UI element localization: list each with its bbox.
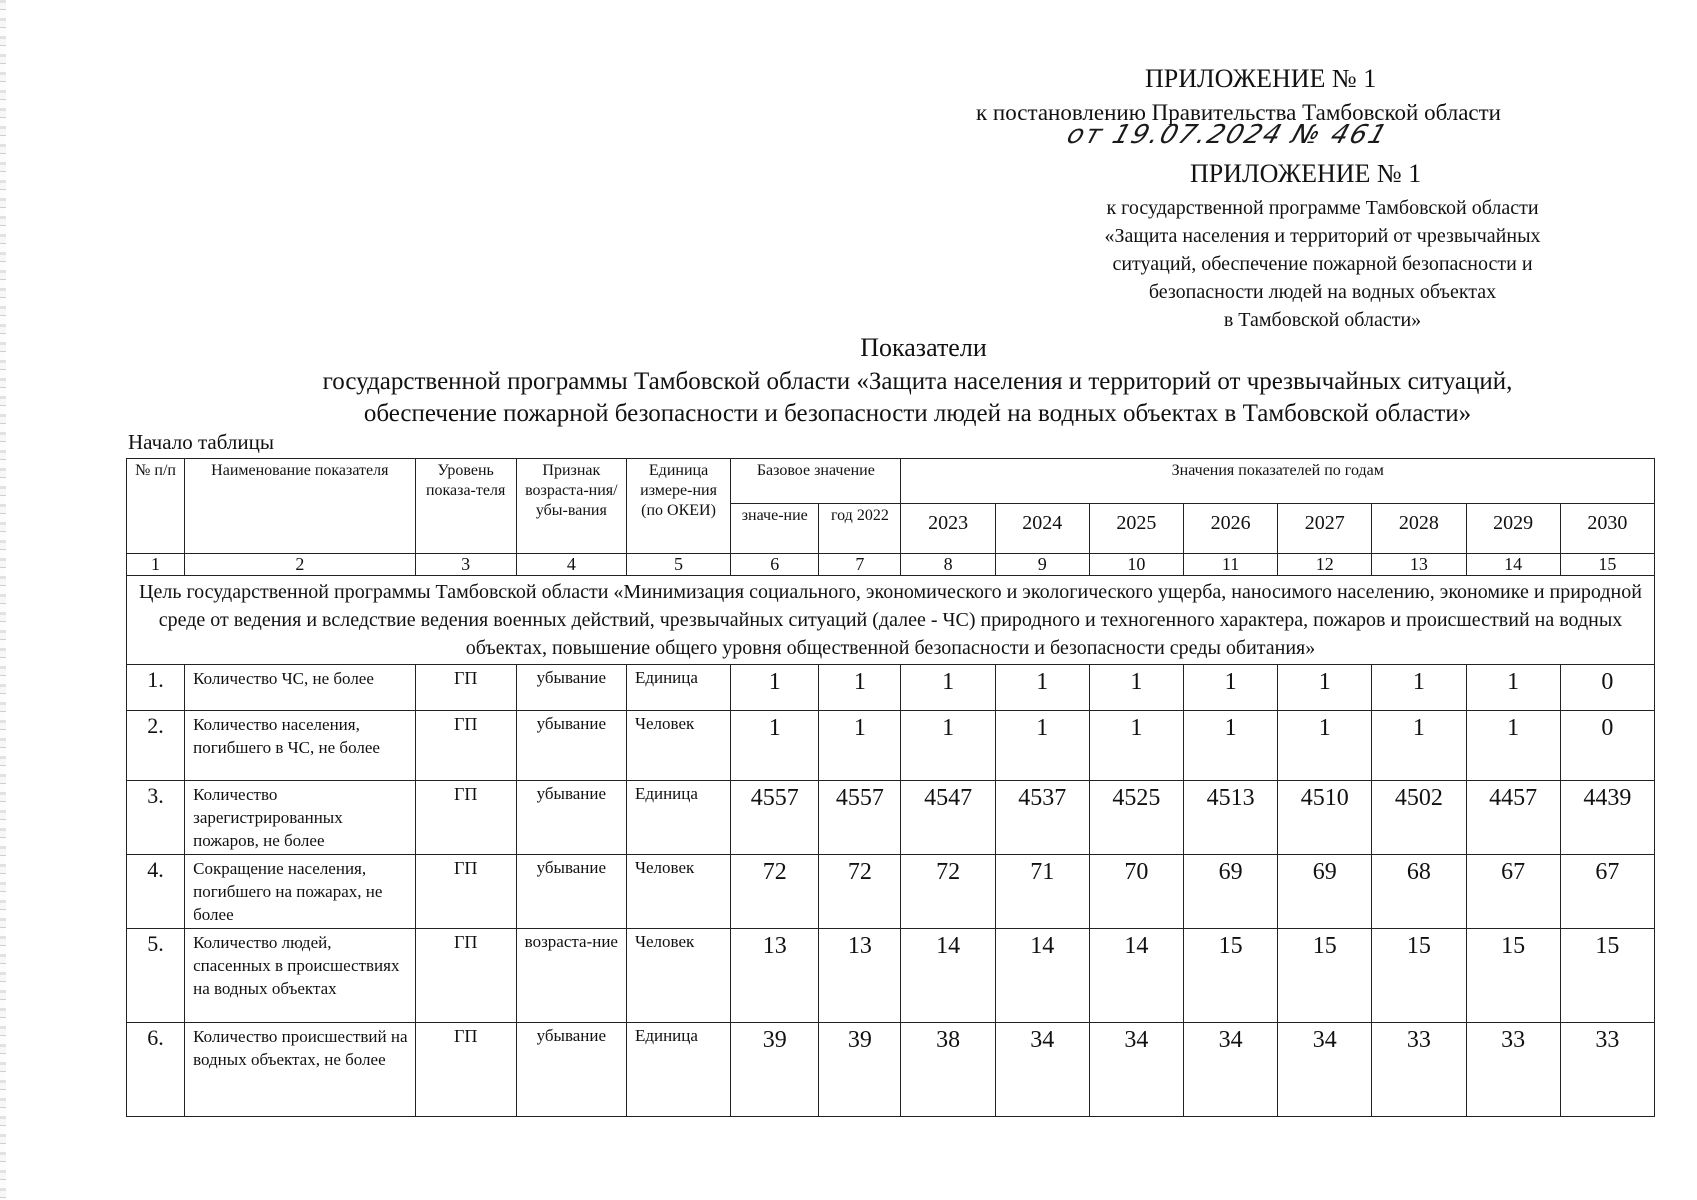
- handwritten-date-number: [1063, 120, 1488, 160]
- value-cell: 4537: [995, 781, 1089, 855]
- column-number: 8: [901, 554, 995, 576]
- value-cell: 33: [1466, 1023, 1560, 1117]
- indicator-sign: возраста-ние: [516, 929, 626, 1023]
- value-cell: 1: [901, 711, 995, 781]
- value-cell: 1: [1466, 665, 1560, 711]
- appendix2-line: в Тамбовской области»: [1223, 309, 1422, 331]
- table-row: [127, 855, 1655, 929]
- header-name: Наименование показателя: [185, 459, 415, 554]
- value-cell: 70: [1089, 855, 1183, 929]
- value-cell: 34: [995, 1023, 1089, 1117]
- value-cell: 4510: [1278, 781, 1372, 855]
- header-level: Уровень показа-теля: [415, 459, 516, 554]
- appendix2-line: «Защита населения и территорий от чрезвычайных: [1104, 225, 1541, 247]
- column-numbers-row: [127, 554, 1655, 576]
- value-cell: 68: [1372, 855, 1466, 929]
- header-year: 2026: [1184, 504, 1278, 554]
- indicator-name: Количество зарегистрированных пожаров, не более: [185, 781, 415, 855]
- header-year: 2023: [901, 504, 995, 554]
- column-number: 10: [1089, 554, 1183, 576]
- value-cell: 14: [995, 929, 1089, 1023]
- value-cell: 1: [819, 665, 901, 711]
- indicator-sign: убывание: [516, 855, 626, 929]
- scan-edge: [0, 0, 6, 1200]
- value-cell: 1: [731, 711, 819, 781]
- value-cell: 1: [995, 711, 1089, 781]
- column-number: 7: [819, 554, 901, 576]
- indicator-sign: убывание: [516, 1023, 626, 1117]
- value-cell: 4457: [1466, 781, 1560, 855]
- goal-row: [127, 576, 1655, 665]
- indicators-table: [126, 458, 1655, 1117]
- column-number: 6: [731, 554, 819, 576]
- value-cell: 15: [1560, 929, 1654, 1023]
- value-cell: 67: [1560, 855, 1654, 929]
- value-cell: 72: [901, 855, 995, 929]
- value-cell: 1: [1184, 665, 1278, 711]
- value-cell: 1: [1466, 711, 1560, 781]
- column-number: 9: [995, 554, 1089, 576]
- indicator-level: ГП: [415, 665, 516, 711]
- value-cell: 38: [901, 1023, 995, 1117]
- row-number: 2.: [127, 711, 185, 781]
- column-number: 14: [1466, 554, 1560, 576]
- value-cell: 34: [1184, 1023, 1278, 1117]
- column-number: 4: [516, 554, 626, 576]
- indicator-name: Сокращение населения, погибшего на пожарах, не более: [185, 855, 415, 929]
- value-cell: 4525: [1089, 781, 1183, 855]
- appendix2-description: [1045, 194, 1600, 334]
- value-cell: 14: [1089, 929, 1183, 1023]
- column-number: 3: [415, 554, 516, 576]
- value-cell: 13: [731, 929, 819, 1023]
- indicator-name: Количество происшествий на водных объектах, не более: [185, 1023, 415, 1117]
- indicator-sign: убывание: [516, 781, 626, 855]
- header-year: 2024: [995, 504, 1089, 554]
- table-start-label: Начало таблицы: [128, 430, 274, 454]
- indicator-name: Количество населения, погибшего в ЧС, не более: [185, 711, 415, 781]
- indicator-level: ГП: [415, 781, 516, 855]
- indicator-name: Количество людей, спасенных в происшествиях на водных объектах: [185, 929, 415, 1023]
- table-row: [127, 1023, 1655, 1117]
- column-number: 2: [185, 554, 415, 576]
- value-cell: 4557: [731, 781, 819, 855]
- value-cell: 1: [901, 665, 995, 711]
- value-cell: 0: [1560, 711, 1654, 781]
- indicator-sign: убывание: [516, 665, 626, 711]
- header-sign: Признак возраста-ния/убы-вания: [516, 459, 626, 554]
- value-cell: 1: [1372, 711, 1466, 781]
- value-cell: 1: [731, 665, 819, 711]
- value-cell: 69: [1184, 855, 1278, 929]
- indicator-sign: убывание: [516, 711, 626, 781]
- indicator-unit: Единица: [626, 781, 730, 855]
- indicator-unit: Человек: [626, 711, 730, 781]
- header-year: 2030: [1560, 504, 1654, 554]
- row-number: 3.: [127, 781, 185, 855]
- value-cell: 4557: [819, 781, 901, 855]
- header-year: 2025: [1089, 504, 1183, 554]
- value-cell: 15: [1466, 929, 1560, 1023]
- header-base: Базовое значение: [731, 459, 901, 504]
- row-number: 4.: [127, 855, 185, 929]
- appendix2-line: безопасности людей на водных объектах: [1148, 281, 1497, 303]
- value-cell: 15: [1372, 929, 1466, 1023]
- value-cell: 34: [1089, 1023, 1183, 1117]
- value-cell: 39: [819, 1023, 901, 1117]
- row-number: 5.: [127, 929, 185, 1023]
- header-base-year: год 2022: [819, 504, 901, 554]
- header-years-group: Значения показателей по годам: [901, 459, 1655, 504]
- table-row: [127, 665, 1655, 711]
- value-cell: 1: [1089, 711, 1183, 781]
- column-number: 11: [1184, 554, 1278, 576]
- indicator-unit: Единица: [626, 1023, 730, 1117]
- value-cell: 1: [1089, 665, 1183, 711]
- table-row: [127, 781, 1655, 855]
- header-num: № п/п: [127, 459, 185, 554]
- indicator-level: ГП: [415, 1023, 516, 1117]
- value-cell: 34: [1278, 1023, 1372, 1117]
- column-number: 13: [1372, 554, 1466, 576]
- value-cell: 69: [1278, 855, 1372, 929]
- value-cell: 0: [1560, 665, 1654, 711]
- column-number: 12: [1278, 554, 1372, 576]
- value-cell: 1: [819, 711, 901, 781]
- row-number: 6.: [127, 1023, 185, 1117]
- subtitle-line: обеспечение пожарной безопасности и безопасности людей на водных объектах в Тамбовской области»: [363, 400, 1472, 427]
- header-base-value: значе-ние: [731, 504, 819, 554]
- document-title: Показатели: [860, 333, 987, 362]
- value-cell: 33: [1560, 1023, 1654, 1117]
- value-cell: 33: [1372, 1023, 1466, 1117]
- indicator-name: Количество ЧС, не более: [185, 665, 415, 711]
- header-year: 2027: [1278, 504, 1372, 554]
- indicator-unit: Человек: [626, 929, 730, 1023]
- subtitle-line: государственной программы Тамбовской области «Защита населения и территорий от чрезвычайных ситуаций,: [322, 368, 1513, 395]
- value-cell: 4502: [1372, 781, 1466, 855]
- column-number: 15: [1560, 554, 1654, 576]
- appendix2-line: ситуаций, обеспечение пожарной безопасности и: [1112, 253, 1533, 275]
- indicator-unit: Единица: [626, 665, 730, 711]
- value-cell: 4513: [1184, 781, 1278, 855]
- indicator-unit: Человек: [626, 855, 730, 929]
- value-cell: 13: [819, 929, 901, 1023]
- row-number: 1.: [127, 665, 185, 711]
- value-cell: 14: [901, 929, 995, 1023]
- value-cell: 67: [1466, 855, 1560, 929]
- value-cell: 72: [731, 855, 819, 929]
- value-cell: 15: [1278, 929, 1372, 1023]
- value-cell: 15: [1184, 929, 1278, 1023]
- appendix2-line: к государственной программе Тамбовской области: [1106, 197, 1539, 219]
- program-goal: Цель государственной программы Тамбовской области «Минимизация социального, экономического и экологического ущерба, наносимого населению, экономике и природной среде от ведения и вследствие ведения военных действий, чрезвычайных ситуаций (далее - ЧС) природного и техногенного характера, пожаров и происшествий на водных объектах, повышение общего уровня общественной безопасности и безопасности среды обитания»: [127, 576, 1655, 665]
- indicator-level: ГП: [415, 711, 516, 781]
- table-row: [127, 929, 1655, 1023]
- column-number: 5: [626, 554, 730, 576]
- header-unit: Единица измере-ния (по ОКЕИ): [626, 459, 730, 554]
- handwritten-text: от 19.07.2024 № 461: [1063, 120, 1393, 150]
- value-cell: 1: [1184, 711, 1278, 781]
- table-row: [127, 711, 1655, 781]
- value-cell: 4439: [1560, 781, 1654, 855]
- appendix1-subtitle: к постановлению Правительства Тамбовской области: [976, 100, 1501, 125]
- value-cell: 1: [995, 665, 1089, 711]
- value-cell: 72: [819, 855, 901, 929]
- value-cell: 1: [1372, 665, 1466, 711]
- appendix1-title: ПРИЛОЖЕНИЕ № 1: [1145, 64, 1377, 93]
- value-cell: 1: [1278, 665, 1372, 711]
- value-cell: 1: [1278, 711, 1372, 781]
- document-subtitle: [230, 366, 1605, 430]
- header-year: 2028: [1372, 504, 1466, 554]
- value-cell: 71: [995, 855, 1089, 929]
- value-cell: 39: [731, 1023, 819, 1117]
- header-year: 2029: [1466, 504, 1560, 554]
- value-cell: 4547: [901, 781, 995, 855]
- appendix2-title: ПРИЛОЖЕНИЕ № 1: [1190, 159, 1422, 188]
- indicator-level: ГП: [415, 855, 516, 929]
- column-number: 1: [127, 554, 185, 576]
- indicator-level: ГП: [415, 929, 516, 1023]
